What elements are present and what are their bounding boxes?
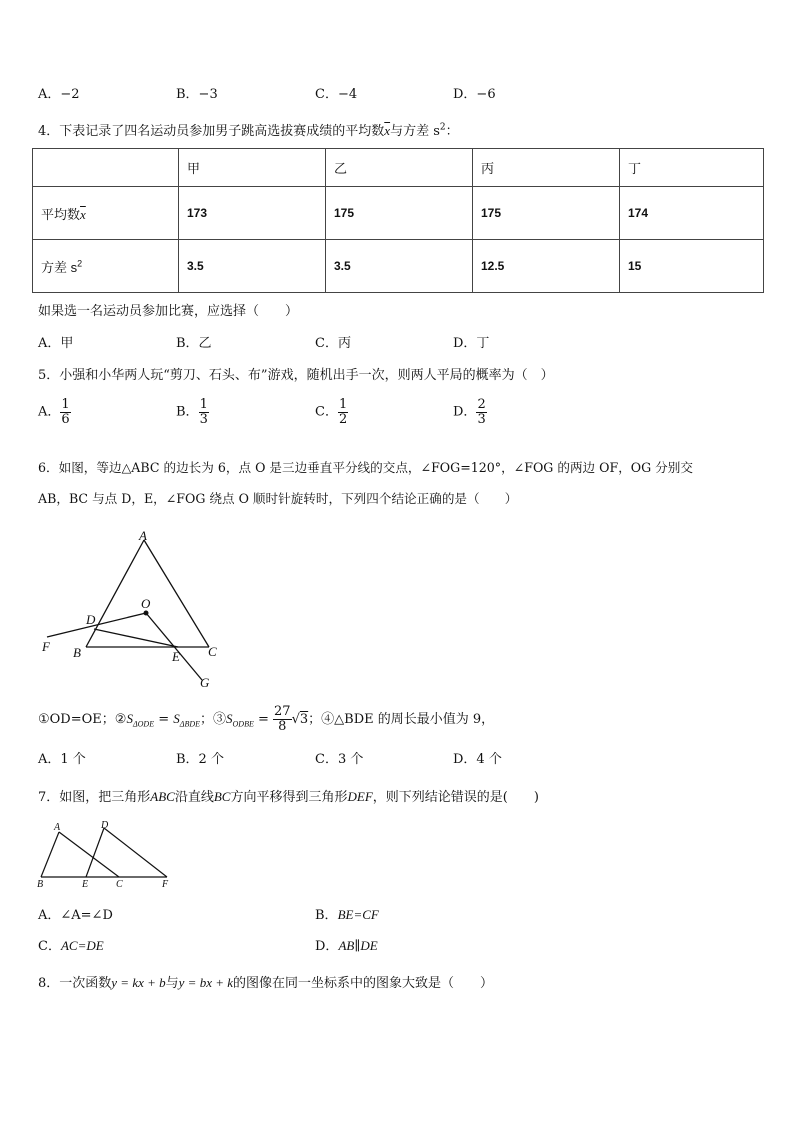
ray-of bbox=[47, 613, 146, 637]
label-g: G bbox=[200, 675, 210, 690]
q5-stem: 5．小强和小华两人玩“剪刀、石头、布”游戏，随机出手一次，则两人平局的概率为（ ） bbox=[38, 368, 554, 383]
label-b: B bbox=[73, 645, 81, 660]
q5-option-c: C． $\frac{1}{2}$ bbox=[315, 397, 348, 427]
table-header-cell bbox=[33, 149, 179, 187]
q4-option-d: D．丁 bbox=[453, 336, 490, 351]
table-header-row bbox=[33, 149, 764, 187]
q6-option-a: A．1 个 bbox=[38, 752, 86, 767]
table-cell: 15 bbox=[620, 240, 764, 293]
mean-symbol: $\overline{x}$ bbox=[384, 123, 391, 138]
scores-table bbox=[32, 148, 764, 293]
q6-stem-line2: AB，BC 与点 D，E，∠FOG 绕点 O 顺时针旋转时，下列四个结论正确的是（ ） bbox=[38, 491, 518, 506]
q5-option-b: B． $\frac{1}{3}$ bbox=[176, 397, 208, 427]
q7-stem: 7．如图，把三角形ABC沿直线BC方向平移得到三角形DEF，则下列结论错误的是( ) bbox=[38, 789, 539, 805]
label-o: O bbox=[141, 596, 151, 611]
q6-stem-line1: 6．如图，等边△ABC 的边长为 6，点 O 是三边垂直平分线的交点，∠FOG=120°，∠FOG 的两边 OF，OG 分别交 bbox=[38, 460, 693, 475]
side-ab bbox=[86, 540, 144, 647]
row-label-variance: 方差 $s^2$ bbox=[33, 240, 179, 293]
q4-stem: 4．下表记录了四名运动员参加男子跳高选拔赛成绩的平均数$\overline{x}$与方差 $s^2$： bbox=[38, 122, 459, 139]
q4-option-b: B．乙 bbox=[176, 336, 212, 351]
table-header-cell: 乙 bbox=[326, 149, 473, 187]
label-c: C bbox=[208, 644, 217, 659]
q5-option-a: A． $\frac{1}{6}$ bbox=[38, 397, 70, 427]
table-header-cell: 甲 bbox=[179, 149, 326, 187]
label-d: D bbox=[86, 612, 96, 627]
q3-option-a: A．−2 bbox=[38, 87, 80, 102]
table-cell: 175 bbox=[473, 187, 620, 240]
q7-translation-figure bbox=[34, 818, 180, 890]
fraction: $\frac{1}{3}$ bbox=[199, 397, 208, 427]
label-c: C bbox=[116, 879, 123, 890]
fraction: $\frac{2}{3}$ bbox=[477, 397, 486, 427]
q6-triangle-figure bbox=[36, 525, 226, 695]
q8-stem: 8．一次函数y = kx + b与y = bx + k的图像在同一坐标系中的图象大致是（ ） bbox=[38, 975, 494, 991]
label-a: A bbox=[54, 822, 61, 833]
label-b: B bbox=[37, 879, 44, 890]
q6-option-c: C．3 个 bbox=[315, 752, 364, 767]
q4-option-a: A．甲 bbox=[38, 336, 74, 351]
side-de bbox=[86, 828, 104, 877]
table-cell: 3.5 bbox=[326, 240, 473, 293]
table-cell: 174 bbox=[620, 187, 764, 240]
table-header-cell: 丙 bbox=[473, 149, 620, 187]
row-label-mean: 平均数$\overline{x}$ bbox=[33, 187, 179, 240]
q3-option-c: C．−4 bbox=[315, 87, 358, 102]
fraction: $\frac{1}{6}$ bbox=[61, 397, 70, 427]
q7-option-b: B．BE=CF bbox=[315, 907, 379, 923]
q4-option-c: C．丙 bbox=[315, 336, 351, 351]
q6-option-b: B．2 个 bbox=[176, 752, 224, 767]
label-f: F bbox=[42, 639, 50, 654]
table-cell: 173 bbox=[179, 187, 326, 240]
table-cell: 12.5 bbox=[473, 240, 620, 293]
fraction: $\frac{27}{8}$ bbox=[274, 704, 291, 734]
q4-prompt: 如果选一名运动员参加比赛，应选择（ ） bbox=[38, 304, 299, 319]
q6-conclusions: ①OD=OE；$②S_{\Delta ODE} = S_{\Delta BDE}$；$③S_{ODBE}$ = $\frac{27}{8}$ √3；④△BDE 的周长最小值为 9， bbox=[38, 704, 495, 734]
table-row bbox=[33, 240, 764, 293]
q6-option-d: D．4 个 bbox=[453, 752, 502, 767]
segment-de bbox=[94, 629, 178, 647]
side-df bbox=[104, 828, 167, 877]
table-cell: 3.5 bbox=[179, 240, 326, 293]
q7-option-d: D．AB∥DE bbox=[315, 938, 378, 954]
label-e: E bbox=[172, 649, 180, 664]
side-ab bbox=[41, 832, 59, 877]
q7-option-a: A．∠A=∠D bbox=[38, 908, 113, 923]
point-o bbox=[144, 611, 149, 616]
label-e: E bbox=[82, 879, 89, 890]
table-cell: 175 bbox=[326, 187, 473, 240]
side-ac bbox=[144, 540, 209, 647]
q5-option-d: D． $\frac{2}{3}$ bbox=[453, 397, 486, 427]
label-a: A bbox=[139, 528, 147, 543]
fraction: $\frac{1}{2}$ bbox=[338, 397, 348, 427]
q3-option-d: D．−6 bbox=[453, 87, 496, 102]
label-f: F bbox=[162, 879, 169, 890]
table-header-cell: 丁 bbox=[620, 149, 764, 187]
q3-option-b: B．−3 bbox=[176, 87, 218, 102]
label-d: D bbox=[101, 820, 109, 831]
table-row bbox=[33, 187, 764, 240]
q7-option-c: C．AC=DE bbox=[38, 938, 104, 954]
sqrt-symbol: √ bbox=[291, 712, 300, 727]
